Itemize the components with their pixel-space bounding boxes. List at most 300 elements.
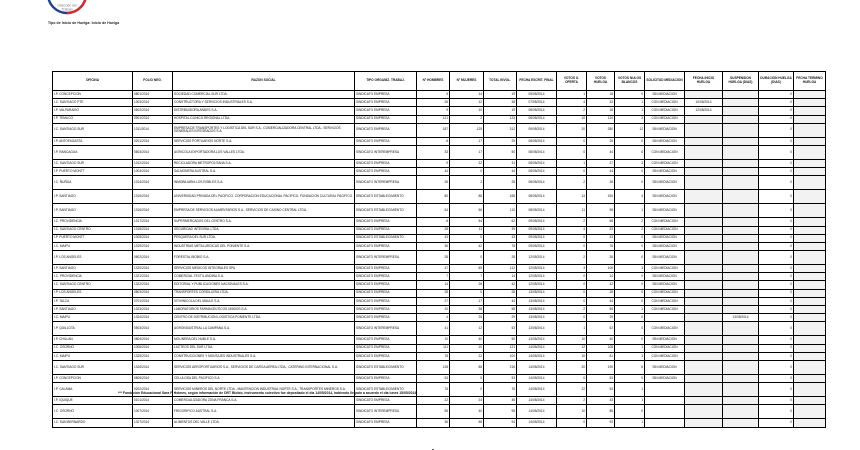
cell-razon-social: TRANSPORTES CORDILLERA LTDA. (173, 289, 355, 297)
cell-solicitud-mediacion: SIN MEDIACION (645, 234, 685, 242)
column-header: SOLICITUD MEDIACION (645, 72, 685, 91)
cell-folio-neg: 0803/2014 (133, 289, 173, 297)
cell-solicitud-mediacion: CON MEDIACION (645, 99, 685, 107)
cell-total-invol: 39 (484, 226, 517, 234)
cell-n-mujeres: 88 (450, 360, 484, 374)
cell-tipo-organiz-trabaj: SINDICATO EMPRESA (355, 297, 417, 305)
cell-fecha-termino-huelga (794, 352, 826, 360)
cell-n-hombres: 9 (417, 107, 450, 115)
cell-votos-huelga: 108 (587, 344, 615, 352)
cell-votos-u-oferta: 11 (557, 204, 587, 218)
cell-duracion-huelga-dias: 0 (759, 159, 794, 167)
cell-total-invol: 78 (484, 242, 517, 250)
cell-duracion-huelga-dias: 0 (759, 352, 794, 360)
cell-total-invol: 53 (484, 374, 517, 382)
cell-fecha-escrit-final: 08/05/2014 (517, 190, 557, 204)
cell-duracion-huelga-dias: 0 (759, 234, 794, 242)
cell-total-invol: 31 (484, 159, 517, 167)
cell-n-mujeres: 7 (450, 273, 484, 281)
cell-fecha-termino-huelga (794, 190, 826, 204)
cell-folio-neg: 1314/2014 (133, 176, 173, 190)
cell-n-hombres: 128 (417, 360, 450, 374)
cell-n-mujeres: 2 (450, 115, 484, 123)
table-row (53, 145, 826, 159)
cell-votos-nulos-blancos: 1 (615, 344, 645, 352)
cell-votos-u-oferta: 0 (557, 374, 587, 382)
cell-n-hombres: 47 (417, 265, 450, 273)
cell-oficina: I.C. MAIPU (53, 314, 133, 322)
cell-duracion-huelga-dias: 0 (759, 281, 794, 289)
cell-oficina: I.C. OSORNO (53, 405, 133, 419)
cell-votos-u-oferta: 10 (557, 405, 587, 419)
cell-fecha-termino-huelga (794, 265, 826, 273)
cell-suspension-huelga-dias: 13/05/2014 (723, 314, 759, 322)
cell-fecha-escrit-final: 13/05/2014 (517, 322, 557, 336)
cell-oficina: I.C. PROVIDENCIA (53, 273, 133, 281)
cell-votos-nulos-blancos: 0 (615, 281, 645, 289)
cell-folio-neg: 0202/2014 (133, 383, 173, 397)
cell-solicitud-mediacion: SIN MEDIACION (645, 360, 685, 374)
cell-n-mujeres: 40 (450, 405, 484, 419)
cell-votos-u-oferta: 4 (557, 226, 587, 234)
cell-votos-nulos-blancos: 1 (615, 107, 645, 115)
cell-votos-huelga: 52 (587, 322, 615, 336)
cell-fecha-escrit-final: 13/05/2014 (517, 297, 557, 305)
cell-votos-nulos-blancos: 3 (615, 159, 645, 167)
cell-n-hombres: 9 (417, 159, 450, 167)
cell-votos-u-oferta: 20 (557, 360, 587, 374)
cell-folio-neg: 1005/2014 (133, 234, 173, 242)
cell-n-mujeres: 10 (450, 344, 484, 352)
table-row (53, 226, 826, 234)
cell-folio-neg: 0901/2014 (133, 115, 173, 123)
cell-duracion-huelga-dias: 0 (759, 265, 794, 273)
cell-fecha-escrit-final: 14/05/2014 (517, 383, 557, 397)
cell-n-mujeres: 125 (450, 123, 484, 137)
cell-suspension-huelga-dias (723, 360, 759, 374)
cell-fecha-termino-huelga (794, 115, 826, 123)
cell-fecha-escrit-final: 08/05/2014 (517, 159, 557, 167)
cell-tipo-organiz-trabaj: SINDICATO EMPRESA (355, 226, 417, 234)
cell-n-mujeres: 40 (450, 336, 484, 344)
cell-duracion-huelga-dias: 0 (759, 251, 794, 265)
cell-duracion-huelga-dias: 0 (759, 91, 794, 99)
cell-oficina: I.C. ÑUÑOA (53, 176, 133, 190)
cell-n-hombres: 78 (417, 352, 450, 360)
column-header: SUSPENSION HUELGA (DIAS) (723, 72, 759, 91)
cell-fecha-escrit-final: 12/05/2014 (517, 281, 557, 289)
cell-suspension-huelga-dias (723, 115, 759, 123)
cell-votos-huelga: 44 (587, 168, 615, 176)
cell-total-invol: 100 (484, 352, 517, 360)
cell-solicitud-mediacion: CON MEDIACION (645, 115, 685, 123)
cell-suspension-huelga-dias (723, 123, 759, 137)
cell-oficina: I.P. LOS ANGELES (53, 251, 133, 265)
cell-fecha-inicio-huelga (685, 168, 723, 176)
cell-votos-u-oferta: 0 (557, 289, 587, 297)
cell-folio-neg: 1315/2014 (133, 190, 173, 204)
cell-fecha-escrit-final: 07/05/2014 (517, 99, 557, 107)
cell-fecha-inicio-huelga (685, 226, 723, 234)
column-header: VOTOS NULOS BLANCOS (615, 72, 645, 91)
cell-tipo-organiz-trabaj: SINDICATO EMPRESA (355, 137, 417, 145)
cell-solicitud-mediacion: CON MEDIACION (645, 145, 685, 159)
table-row (53, 289, 826, 297)
column-header: RAZON SOCIAL (173, 72, 355, 91)
cell-oficina: I.C. MAIPU (53, 242, 133, 250)
column-header: FOLIO NEG. (133, 72, 173, 91)
table-row (53, 306, 826, 314)
cell-duracion-huelga-dias: 0 (759, 314, 794, 322)
cell-n-mujeres: 22 (450, 352, 484, 360)
cell-folio-neg: 0603/2014 (133, 145, 173, 159)
cell-votos-u-oferta: 2 (557, 218, 587, 226)
cell-votos-nulos-blancos: 1 (615, 99, 645, 107)
cell-suspension-huelga-dias (723, 336, 759, 344)
cell-solicitud-mediacion: SIN MEDIACION (645, 281, 685, 289)
cell-total-invol: 28 (484, 251, 517, 265)
cell-suspension-huelga-dias (723, 419, 759, 427)
cell-solicitud-mediacion: SIN MEDIACION (645, 190, 685, 204)
cell-fecha-inicio-huelga (685, 234, 723, 242)
cell-fecha-termino-huelga (794, 322, 826, 336)
cell-tipo-organiz-trabaj: SINDICATO EMPRESA (355, 419, 417, 427)
cell-solicitud-mediacion: SIN MEDIACION (645, 204, 685, 218)
cell-folio-neg: 1317/2014 (133, 218, 173, 226)
cell-folio-neg: 1327/2014 (133, 419, 173, 427)
cell-folio-neg: 1321/2014 (133, 273, 173, 281)
cell-fecha-inicio-huelga (685, 159, 723, 167)
table-row (53, 281, 826, 289)
cell-votos-huelga: 44 (587, 145, 615, 159)
cell-oficina: I.P. VALPARAISO (53, 107, 133, 115)
column-header: N° HOMBRES (417, 72, 450, 91)
cell-folio-neg: 1318/2014 (133, 226, 173, 234)
cell-solicitud-mediacion: CON MEDIACION (645, 226, 685, 234)
cell-oficina: I.P. PUERTO MONTT (53, 168, 133, 176)
cell-votos-huelga: 33 (587, 99, 615, 107)
cell-n-hombres: 4 (417, 314, 450, 322)
cell-n-hombres: 53 (417, 374, 450, 382)
cell-votos-nulos-blancos: 0 (615, 176, 645, 190)
logo-emblem-icon (44, 0, 90, 18)
cell-n-hombres: 26 (417, 176, 450, 190)
cell-suspension-huelga-dias (723, 226, 759, 234)
cell-fecha-termino-huelga (794, 314, 826, 322)
cell-fecha-termino-huelga (794, 306, 826, 314)
cell-votos-nulos-blancos: 0 (615, 314, 645, 322)
report-subtitle: Tipo de Inicio de Huelga: Inicio de Huelga (48, 21, 120, 25)
cell-n-mujeres: 58 (450, 419, 484, 427)
cell-solicitud-mediacion: SIN MEDIACION (645, 336, 685, 344)
cell-n-mujeres: 12 (450, 322, 484, 336)
cell-solicitud-mediacion: SIN MEDIACION (645, 374, 685, 382)
cell-razon-social: EDITORIAL Y PUBLICACIONES NACIONALES S.A. (173, 281, 355, 289)
cell-razon-social: CELULOSA DEL PACIFICO S.A. (173, 374, 355, 382)
cell-votos-huelga: 110 (587, 115, 615, 123)
cell-n-mujeres: 24 (450, 397, 484, 405)
cell-tipo-organiz-trabaj: SINDICATO EMPRESA (355, 99, 417, 107)
cell-razon-social: SEGURIDAD INTEGRAL LTDA. (173, 226, 355, 234)
cell-fecha-escrit-final: 12/05/2014 (517, 265, 557, 273)
cell-folio-neg: 0805/2014 (133, 374, 173, 382)
cell-n-hombres: 41 (417, 322, 450, 336)
cell-votos-huelga: 26 (587, 176, 615, 190)
cell-solicitud-mediacion: SIN MEDIACION (645, 251, 685, 265)
cell-tipo-organiz-trabaj: SINDICATO EMPRESA (355, 265, 417, 273)
cell-solicitud-mediacion (645, 314, 685, 322)
cell-razon-social: UNIVERSIDAD PRIVADA DEL PACIFICO, CORPORACION EDUCACIONAL PACIFICO, FUNDACION CULTURAL PACIFICO (173, 190, 355, 204)
cell-fecha-termino-huelga (794, 360, 826, 374)
cell-total-invol: 168 (484, 190, 517, 204)
cell-razon-social: INMOBILIARIA LOS ROBLES S.A. (173, 176, 355, 190)
cell-fecha-termino-huelga (794, 336, 826, 344)
cell-duracion-huelga-dias: 0 (759, 190, 794, 204)
cell-razon-social: EMPRESA DE SERVICIOS ALIMENTARIOS S.A., SERVICIOS DE CASINO CENTRAL LTDA. (173, 204, 355, 218)
cell-fecha-inicio-huelga (685, 352, 723, 360)
cell-votos-u-oferta: 0 (557, 273, 587, 281)
cell-suspension-huelga-dias (723, 322, 759, 336)
cell-razon-social: INDUSTRIAS METALURGICAS DEL PONIENTE S.A. (173, 242, 355, 250)
table-row (53, 322, 826, 336)
cell-fecha-termino-huelga (794, 168, 826, 176)
cell-suspension-huelga-dias (723, 281, 759, 289)
cell-tipo-organiz-trabaj: SINDICATO EMPRESA (355, 168, 417, 176)
cell-votos-u-oferta: 22 (557, 383, 587, 397)
cell-folio-neg: 1006/2014 (133, 344, 173, 352)
cell-n-mujeres: 22 (450, 159, 484, 167)
cell-duracion-huelga-dias: 0 (759, 336, 794, 344)
cell-tipo-organiz-trabaj: SINDICATO EMPRESA (355, 344, 417, 352)
cell-votos-huelga: 43 (587, 234, 615, 242)
table-row (53, 374, 826, 382)
table-row (53, 123, 826, 137)
cell-votos-u-oferta: 20 (557, 123, 587, 137)
cell-n-hombres: 54 (417, 204, 450, 218)
cell-fecha-termino-huelga (794, 289, 826, 297)
cell-n-mujeres: 28 (450, 281, 484, 289)
cell-total-invol: 76 (484, 383, 517, 397)
cell-votos-u-oferta: 1 (557, 91, 587, 99)
cell-folio-neg: 1322/2014 (133, 281, 173, 289)
cell-solicitud-mediacion: CON MEDIACION (645, 352, 685, 360)
cell-votos-huelga: 78 (587, 242, 615, 250)
cell-fecha-inicio-huelga (685, 306, 723, 314)
cell-votos-u-oferta: 0 (557, 145, 587, 159)
cell-votos-u-oferta: 2 (557, 107, 587, 115)
cell-tipo-organiz-trabaj: SINDICATO EMPRESA (355, 314, 417, 322)
cell-folio-neg: 1320/2014 (133, 265, 173, 273)
cell-n-hombres: 27 (417, 297, 450, 305)
cell-fecha-escrit-final: 14/05/2014 (517, 344, 557, 352)
cell-tipo-organiz-trabaj: SINDICATO EMPRESA (355, 281, 417, 289)
cell-n-hombres: 7 (417, 273, 450, 281)
cell-votos-u-oferta: 0 (557, 137, 587, 145)
column-header: VOTOS U. OFERTA (557, 72, 587, 91)
cell-fecha-inicio-huelga (685, 204, 723, 218)
cell-oficina: I.P. SANTIAGO (53, 204, 133, 218)
cell-fecha-inicio-huelga (685, 115, 723, 123)
cell-suspension-huelga-dias (723, 352, 759, 360)
cell-tipo-organiz-trabaj: SINDICATO EMPRESA (355, 107, 417, 115)
cell-n-hombres: 36 (417, 419, 450, 427)
cell-solicitud-mediacion: SIN MEDIACION (645, 273, 685, 281)
cell-total-invol: 94 (484, 419, 517, 427)
cell-oficina: I.P. IQUIQUE (53, 397, 133, 405)
cell-fecha-termino-huelga (794, 281, 826, 289)
cell-fecha-inicio-huelga (685, 176, 723, 190)
cell-razon-social: SERVICIOS AEROPORTUARIOS S.A., SERVICIOS DE CARGA AEREA LTDA., CATERING INTERNACIONAL S.A. (173, 360, 355, 374)
cell-suspension-huelga-dias (723, 297, 759, 305)
cell-votos-nulos-blancos: 0 (615, 322, 645, 336)
cell-folio-neg: 0101/2014 (133, 397, 173, 405)
cell-fecha-escrit-final: 13/05/2014 (517, 289, 557, 297)
cell-fecha-escrit-final: 09/05/2014 (517, 234, 557, 242)
cell-n-hombres: 10 (417, 336, 450, 344)
cell-oficina: I.P. CALAMA (53, 383, 133, 397)
cell-solicitud-mediacion: CON MEDIACION (645, 159, 685, 167)
cell-tipo-organiz-trabaj: SINDICATO ESTABLECIMIENTO (355, 234, 417, 242)
cell-duracion-huelga-dias: 0 (759, 226, 794, 234)
cell-votos-huelga: 53 (587, 383, 615, 397)
cell-votos-nulos-blancos: 0 (615, 242, 645, 250)
column-header: FECHA INICIO HUELGA (685, 72, 723, 91)
cell-razon-social: CENTRO DE DISTRIBUCION LOGISTICA PONIENTE LTDA. (173, 314, 355, 322)
cell-duracion-huelga-dias: 0 (759, 322, 794, 336)
cell-fecha-inicio-huelga (685, 344, 723, 352)
cell-fecha-escrit-final: 08/05/2014 (517, 145, 557, 159)
cell-tipo-organiz-trabaj: SINDICATO ESTABLECIMIENTO (355, 383, 417, 397)
cell-n-hombres: 36 (417, 242, 450, 250)
cell-fecha-inicio-huelga (685, 314, 723, 322)
cell-n-hombres: 111 (417, 344, 450, 352)
cell-folio-neg: 0503/2014 (133, 322, 173, 336)
cell-n-mujeres: 88 (450, 190, 484, 204)
strikes-table (52, 71, 826, 428)
column-header: TOTAL INVOL. (484, 72, 517, 91)
cell-total-invol: 95 (484, 405, 517, 419)
cell-fecha-termino-huelga (794, 242, 826, 250)
cell-suspension-huelga-dias (723, 99, 759, 107)
cell-votos-nulos-blancos: 12 (615, 123, 645, 137)
cell-votos-huelga: 150 (587, 190, 615, 204)
cell-total-invol: 44 (484, 297, 517, 305)
cell-folio-neg: 1316/2014 (133, 204, 173, 218)
cell-total-invol: 312 (484, 123, 517, 137)
cell-duracion-huelga-dias: 0 (759, 176, 794, 190)
cell-duracion-huelga-dias: 0 (759, 99, 794, 107)
table-row (53, 159, 826, 167)
cell-oficina: I.P. SANTIAGO (53, 265, 133, 273)
cell-total-invol: 62 (484, 218, 517, 226)
cell-razon-social: CONSTRUCCIONES Y MONTAJES INDUSTRIALES S.A. (173, 352, 355, 360)
cell-votos-nulos-blancos: 0 (615, 289, 645, 297)
cell-n-hombres: 55 (417, 405, 450, 419)
cell-votos-nulos-blancos: 3 (615, 115, 645, 123)
cell-duracion-huelga-dias: 0 (759, 419, 794, 427)
cell-fecha-escrit-final: 14/05/2014 (517, 352, 557, 360)
cell-tipo-organiz-trabaj: SINDICATO EMPRESA (355, 115, 417, 123)
cell-suspension-huelga-dias (723, 137, 759, 145)
cell-fecha-escrit-final: 12/05/2014 (517, 273, 557, 281)
cell-solicitud-mediacion: CON MEDIACION (645, 107, 685, 115)
cell-oficina: I.P. CONCEPCION (53, 91, 133, 99)
cell-razon-social: LACTEOS DEL SUR LTDA. (173, 344, 355, 352)
cell-votos-u-oferta: 1 (557, 322, 587, 336)
cell-tipo-organiz-trabaj: SINDICATO EMPRESA (355, 289, 417, 297)
cell-folio-neg: 0801/2014 (133, 91, 173, 99)
cell-fecha-escrit-final: 09/05/2014 (517, 218, 557, 226)
cell-tipo-organiz-trabaj: SINDICATO ESTABLECIMIENTO (355, 204, 417, 218)
cell-votos-u-oferta: 0 (557, 281, 587, 289)
cell-oficina: I.P. LOS ANGELES (53, 289, 133, 297)
table-row (53, 190, 826, 204)
cell-folio-neg: 1007/2014 (133, 405, 173, 419)
table-row (53, 336, 826, 344)
cell-fecha-termino-huelga (794, 234, 826, 242)
cell-n-mujeres: 56 (450, 204, 484, 218)
table-row (53, 242, 826, 250)
cell-suspension-huelga-dias (723, 251, 759, 265)
table-row (53, 265, 826, 273)
cell-suspension-huelga-dias (723, 265, 759, 273)
cell-fecha-escrit-final: 14/05/2014 (517, 374, 557, 382)
logo-text-line-2: Trabajo (61, 7, 73, 12)
cell-fecha-escrit-final: 13/05/2014 (517, 306, 557, 314)
cell-fecha-escrit-final: 08/05/2014 (517, 137, 557, 145)
cell-duracion-huelga-dias: 0 (759, 218, 794, 226)
cell-votos-huelga: 25 (587, 137, 615, 145)
cell-votos-nulos-blancos: 0 (615, 251, 645, 265)
cell-fecha-inicio-huelga: 10/05/2014 (685, 99, 723, 107)
table-row (53, 360, 826, 374)
cell-fecha-escrit-final: 05/05/2014 (517, 91, 557, 99)
cell-fecha-escrit-final: 08/05/2014 (517, 204, 557, 218)
cell-folio-neg: 1325/2014 (133, 352, 173, 360)
cell-oficina: I.P. ANTOFAGASTA (53, 137, 133, 145)
cell-solicitud-mediacion: SIN MEDIACION (645, 123, 685, 137)
cell-razon-social: SERVICIOS MEDICOS INTEGRALES SPA (173, 265, 355, 273)
cell-folio-neg: 0502/2014 (133, 107, 173, 115)
cell-votos-huelga: 14 (587, 273, 615, 281)
cell-suspension-huelga-dias (723, 289, 759, 297)
cell-tipo-organiz-trabaj: SINDICATO INTEREMPRESA (355, 405, 417, 419)
table-row (53, 297, 826, 305)
cell-total-invol: 50 (484, 336, 517, 344)
cell-total-invol: 19 (484, 107, 517, 115)
cell-votos-u-oferta: 0 (557, 314, 587, 322)
cell-oficina: I.P. CHILLAN (53, 336, 133, 344)
cell-n-mujeres: 0 (450, 383, 484, 397)
cell-duracion-huelga-dias: 0 (759, 297, 794, 305)
cell-total-invol: 28 (484, 176, 517, 190)
cell-total-invol: 28 (484, 289, 517, 297)
cell-razon-social: SERVICIOS MINEROS DEL NORTE LTDA., MANTENCION INDUSTRIAL NORTE S.A., TRANSPORTES MINEROS S.A. (173, 383, 355, 397)
cell-oficina: I.C. SANTIAGO CENTRO (53, 281, 133, 289)
cell-fecha-escrit-final: 14/05/2014 (517, 419, 557, 427)
cell-suspension-huelga-dias (723, 159, 759, 167)
cell-total-invol: 25 (484, 137, 517, 145)
cell-fecha-inicio-huelga (685, 123, 723, 137)
cell-fecha-inicio-huelga (685, 273, 723, 281)
cell-fecha-termino-huelga (794, 226, 826, 234)
cell-tipo-organiz-trabaj: SINDICATO INTEREMPRESA (355, 322, 417, 336)
cell-tipo-organiz-trabaj: SINDICATO EMPRESA (355, 159, 417, 167)
cell-suspension-huelga-dias (723, 383, 759, 397)
cell-total-invol: 19 (484, 91, 517, 99)
cell-votos-huelga: 53 (587, 374, 615, 382)
cell-n-mujeres: 42 (450, 242, 484, 250)
